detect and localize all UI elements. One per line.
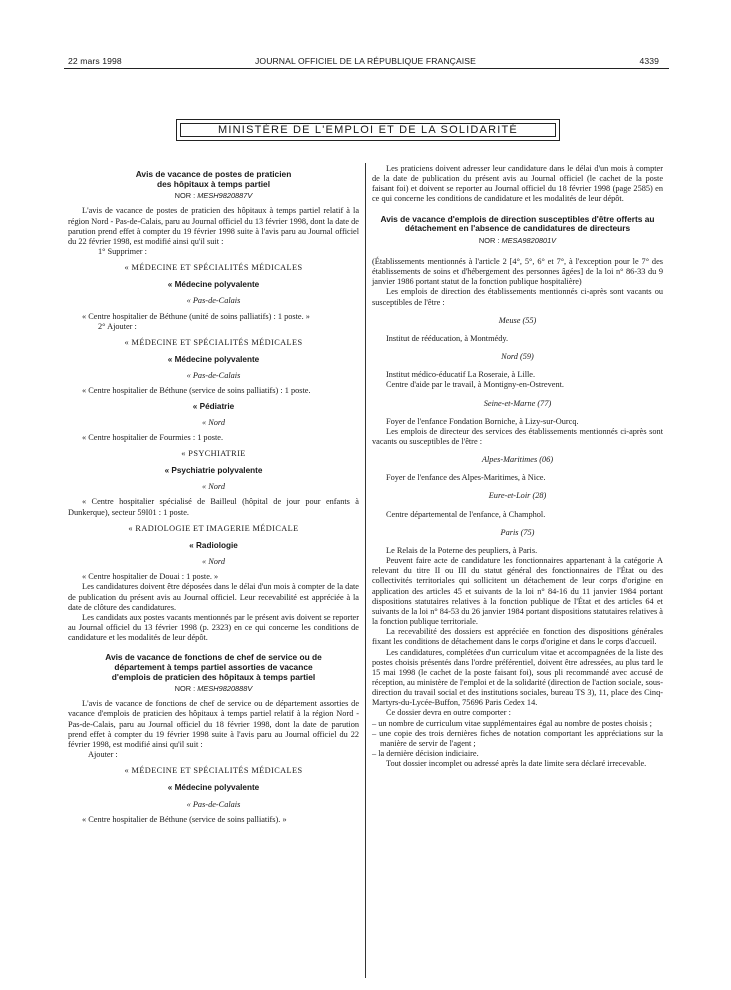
region-eure-et-loir-item-1: Centre départemental de l'enfance, à Champhol. (386, 509, 546, 519)
notice-3-nor: NOR : MESA9820801V (478, 235, 557, 245)
notice-3-paragraph-3: Peuvent faire acte de candidature les fonctionnaires appartenant à la catégorie A relevant du titre II ou III du statut général des fonctionnaires de l'État ou des collectivités territoriales qui sollicitent un détachement de leur corps d'origine en application des articles 45 et suivants de la loi n° 84-16 du 11 janvier 1984 portant dispositions statutaires relatives à la fonction publique de l'État et des articles 64 et suivants de la loi n° 84-53 du 26 janvier 1984 portant dispositions statutaires relatives à la fonction publique territoriale. (372, 556, 663, 627)
notice-1-department-5: « Nord (202, 557, 225, 567)
notice-1-section-4: « RADIOLOGIE ET IMAGERIE MÉDICALE (128, 523, 299, 533)
notice-1-section-1: « MÉDECINE ET SPÉCIALITÉS MÉDICALES (124, 263, 303, 273)
notice-3-list-item-3: – la dernière décision indiciaire. (372, 749, 479, 759)
notice-2-department-1: « Pas-de-Calais (186, 799, 241, 809)
notice-1-department-1: « Pas-de-Calais (186, 296, 241, 306)
header-date: 22 mars 1998 (68, 56, 122, 66)
ministry-title: MINISTÈRE DE L'EMPLOI ET DE LA SOLIDARITÉ (180, 123, 556, 137)
notice-1-section-2: « MÉDECINE ET SPÉCIALITÉS MÉDICALES (124, 337, 303, 347)
right-column (372, 164, 663, 769)
notice-1-department-2: « Pas-de-Calais (186, 371, 241, 381)
notice-3-paragraph-5: Les candidatures, complétées d'un curriculum vitae et accompagnées de la liste des postes choisis présentés dans l'ordre préférentiel, doivent être adressées, au plus tard le 15 mai 1998 (le cachet de la poste faisant foi), sous pli recommandé avec accusé de réception, au ministère de l'emploi et de la solidarité (direction de l'action sociale, sous-direction du travail social et des institutions sociales, bureau TS 3), 11, place des Cinq-Martyrs-du-Lycée-Buffon, 75696 Paris Cedex 14. (372, 647, 663, 708)
header-rule (64, 68, 669, 69)
notice-2-closing-paragraph: Les praticiens doivent adresser leur candidature dans le délai d'un mois à compter de la date de publication du présent avis au Journal officiel (le cachet de la poste faisant foi) et doivent se reporter au Journal officiel du 18 février 1998 (page 2585) en ce qui concerne les conditions de candidature et les modalités de leur dépôt. (372, 164, 663, 204)
notice-2-title-line-2: département à temps partiel assorties de vacance (114, 661, 313, 672)
notice-1-paragraph-2: Les candidats aux postes vacants mentionnés par le présent avis doivent se reporter au Journal officiel du 13 février 1998 (p. 2323) en ce qui concerne les conditions de candidature et les modalités de leur dépôt. (68, 612, 359, 643)
notice-2-title-line-3: d'emplois de praticien des hôpitaux à temps partiel (111, 671, 316, 682)
region-paris-item-1: Le Relais de la Poterne des peupliers, à Paris. (386, 545, 538, 555)
notice-3-establishments-note: (Établissements mentionnés à l'article 2 [4°, 5°, 6° et 7°, à l'exception pour le 7° des établissements de soins et d'hébergement des personnes âgées] de la loi n° 86-33 du 9 janvier 1986 portant statut de la fonction publique hospitalière) (372, 256, 663, 287)
notice-3-paragraph-6: Ce dossier devra en outre comporter : (386, 708, 511, 718)
notice-1-line-3: « Centre hospitalier de Fourmies : 1 poste. (82, 432, 224, 442)
notice-1-subsection-3: « Pédiatrie (192, 401, 235, 411)
notice-2-step-1: Ajouter : (88, 750, 118, 760)
notice-1-line-5: « Centre hospitalier de Douai : 1 poste. » (82, 572, 219, 582)
notice-1-subsection-2: « Médecine polyvalente (167, 355, 260, 365)
notice-2-line-1: « Centre hospitalier de Béthune (service de soins palliatifs). » (82, 814, 287, 824)
notice-2-subsection-1: « Médecine polyvalente (167, 783, 260, 793)
notice-2-nor: NOR : MESH9820888V (174, 684, 253, 694)
notice-1-title-line-2: des hôpitaux à temps partiel (156, 178, 271, 189)
notice-1-subsection-4: « Psychiatrie polyvalente (164, 466, 263, 476)
region-seine-et-marne: Seine-et-Marne (77) (483, 398, 552, 408)
header-journal-title: JOURNAL OFFICIEL DE LA RÉPUBLIQUE FRANÇAISE (255, 56, 476, 66)
notice-1-intro: L'avis de vacance de postes de praticien des hôpitaux à temps partiel relatif à la région Nord - Pas-de-Calais, paru au Journal officiel du 13 février 1998, dont la date de parution prend effet à compter du 19 février 1998 suite à l'avis paru au Journal officiel du 22 février 1998, est modifié ainsi qu'il suit : (68, 206, 359, 246)
notice-3-paragraph-4: La recevabilité des dossiers est appréciée en fonction des dispositions générales fixant les conditions de détachement dans le corps d'origine et dans le corps d'accueil. (372, 627, 663, 647)
notice-1-step-2: 2° Ajouter : (98, 321, 137, 331)
notice-1-title-line-1: Avis de vacance de postes de praticien (135, 169, 292, 179)
column-divider (365, 163, 366, 978)
notice-1-section-3: « PSYCHIATRIE (181, 449, 246, 458)
notice-1-line-4: « Centre hospitalier spécialisé de Bailleul (hôpital de jour pour enfants à Dunkerque), secteur 59I01 : 1 poste. (68, 497, 359, 517)
region-seine-et-marne-item-1: Foyer de l'enfance Fondation Borniche, à Lizy-sur-Ourcq. (386, 416, 579, 426)
region-paris: Paris (75) (500, 527, 535, 537)
notice-3-title: Avis de vacance d'emplois de direction susceptibles d'être offerts au détachement en l'absence de candidatures de directeurs (380, 213, 655, 234)
notice-1-subsection-1: « Médecine polyvalente (167, 280, 260, 290)
notice-1-nor: NOR : MESH9820887V (174, 191, 253, 201)
region-nord-item-2: Centre d'aide par le travail, à Montigny-en-Ostrevent. (386, 380, 564, 390)
region-eure-et-loir: Eure-et-Loir (28) (488, 491, 547, 501)
notice-2-title-line-1: Avis de vacance de fonctions de chef de service ou de (105, 652, 322, 663)
notice-3-paragraph-2: Les emplois de directeur des services des établissements mentionnés ci-après sont vacants ou susceptibles de l'être : (372, 426, 663, 446)
notice-2-section-1: « MÉDECINE ET SPÉCIALITÉS MÉDICALES (124, 766, 303, 776)
notice-1-step-1: 1° Supprimer : (98, 246, 147, 256)
header-page-number: 4339 (639, 56, 659, 66)
notice-3-list-item-2: – une copie des trois dernières fiches de notation comportant les appréciations sur la manière de servir de l'agent ; (372, 728, 663, 748)
ministry-box (176, 119, 560, 141)
notice-1-department-3: « Nord (202, 417, 225, 427)
notice-1-subsection-5: « Radiologie (189, 540, 238, 550)
region-meuse-item-1: Institut de rééducation, à Montmédy. (386, 333, 509, 343)
notice-1-department-4: « Nord (202, 482, 225, 492)
left-column (68, 170, 359, 825)
region-nord: Nord (59) (501, 352, 534, 362)
notice-2-intro: L'avis de vacance de fonctions de chef de service ou de département assorties de vacance d'emplois de praticien des hôpitaux à temps partiel relatif à la région Nord - Pas-de-Calais, paru au Journal officiel du 18 février 1998, dont la date de parution prend effet à compter du 19 février 1998 suite à l'avis paru au Journal officiel du 22 février 1998, est modifié ainsi qu'il suit : (68, 699, 359, 749)
notice-3-list-item-1: – un nombre de curriculum vitae supplémentaires égal au nombre de postes choisis ; (372, 718, 652, 728)
notice-3-paragraph-1: Les emplois de direction des établissements mentionnés ci-après sont vacants ou susceptibles de l'être : (372, 287, 663, 307)
region-alpes-maritimes-item-1: Foyer de l'enfance des Alpes-Maritimes, à Nice. (386, 473, 546, 483)
notice-1-paragraph-1: Les candidatures doivent être déposées dans le délai d'un mois à compter de la date de publication du présent avis au Journal officiel. Leur recevabilité est appréciée à la date de clôture des candidatures. (68, 582, 359, 612)
notice-3-paragraph-7: Tout dossier incomplet ou adressé après la date limite sera déclaré irrecevable. (386, 759, 647, 769)
region-meuse: Meuse (55) (498, 315, 537, 325)
region-alpes-maritimes: Alpes-Maritimes (06) (481, 455, 554, 465)
notice-1-line-1: « Centre hospitalier de Béthune (unité de soins palliatifs) : 1 poste. » (82, 311, 310, 321)
region-nord-item-1: Institut médico-éducatif La Roseraie, à Lille. (386, 370, 536, 380)
notice-1-line-2: « Centre hospitalier de Béthune (service de soins palliatifs) : 1 poste. (82, 386, 311, 396)
